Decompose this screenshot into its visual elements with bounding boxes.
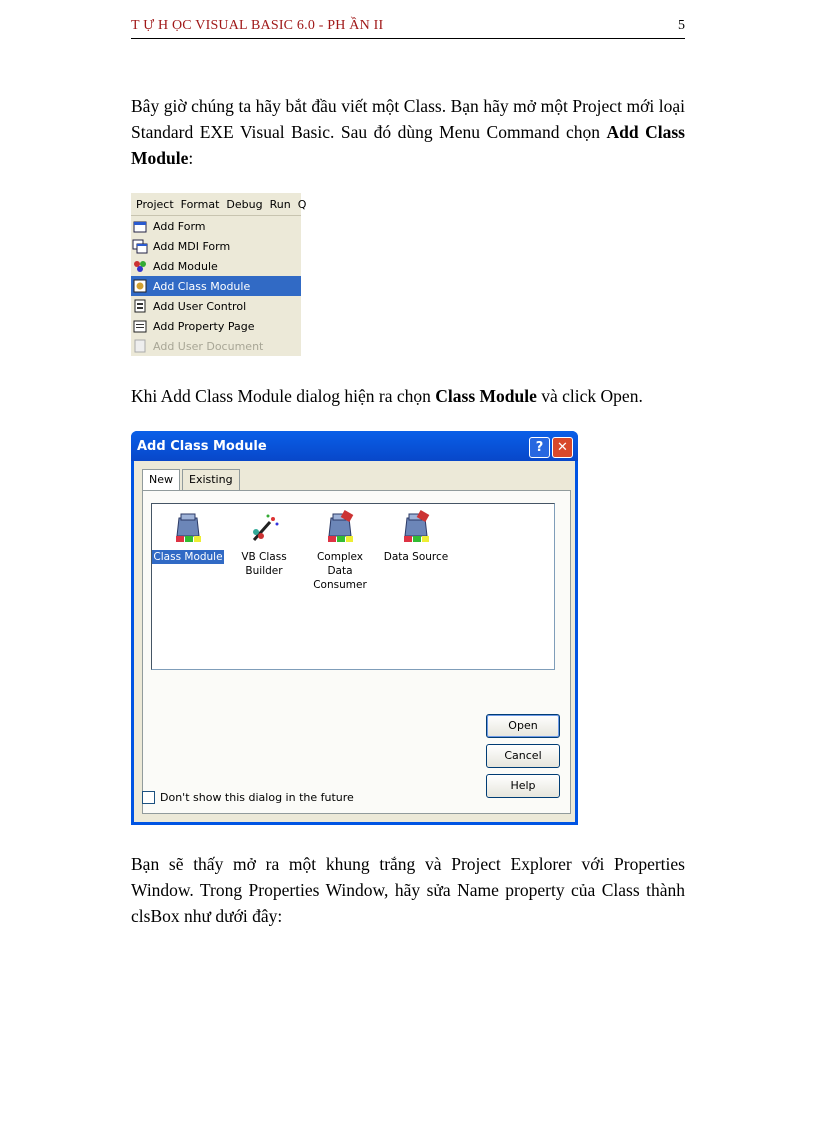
close-button[interactable]: ✕ [552, 437, 573, 458]
menu-item-label: Add Module [153, 259, 218, 273]
dialog-title: Add Class Module [137, 438, 267, 454]
intro-tail: : [188, 148, 194, 168]
checkbox-box[interactable] [142, 791, 155, 804]
header-title: T Ự H ỌC VISUAL BASIC 6.0 - PH ẦN II [131, 18, 384, 33]
help-button[interactable]: Help [486, 774, 560, 798]
module-icon [133, 259, 147, 273]
cancel-button[interactable]: Cancel [486, 744, 560, 768]
menu-q[interactable]: Q [297, 197, 307, 211]
template-label: Class Module [153, 551, 223, 563]
class-module-icon [170, 512, 206, 546]
page-header [131, 18, 685, 39]
menu-item-add-class-module[interactable] [131, 276, 301, 296]
menu-item-label: Add MDI Form [153, 239, 231, 253]
page-number: 5 [678, 18, 685, 33]
menu-item-label: Add Class Module [153, 279, 251, 293]
tab-existing[interactable]: Existing [182, 469, 240, 490]
template-label: Data Source [383, 551, 449, 563]
class-module-icon [133, 279, 147, 293]
menu-item-label: Add Form [153, 219, 206, 233]
mdi-form-icon [133, 239, 147, 253]
project-menu-screenshot [131, 193, 307, 356]
template-vb-class-builder[interactable] [228, 512, 300, 578]
intro-bold: Add Class Module [131, 122, 685, 168]
menu-item-add-user-control[interactable] [131, 296, 301, 316]
form-icon [133, 219, 147, 233]
instruction-post: và click Open. [536, 386, 643, 406]
help-title-button[interactable]: ? [529, 437, 550, 458]
menu-item-add-module[interactable] [131, 256, 301, 276]
dialog-body [134, 461, 575, 822]
tab-panel [142, 490, 571, 814]
instruction-bold: Class Module [435, 386, 537, 406]
closing-paragraph: Bạn sẽ thấy mở ra một khung trắng và Project Explorer với Properties Window. Trong Properties Window, hãy sửa Name property của Class thành clsBox như dưới đây: [131, 854, 685, 926]
dialog-instruction [131, 383, 685, 409]
menu-debug[interactable]: Debug [226, 197, 263, 211]
data-source-icon [398, 512, 434, 546]
checkbox-label: Don't show this dialog in the future [160, 791, 354, 804]
dialog-tabs [142, 469, 242, 491]
menu-run[interactable]: Run [269, 197, 291, 211]
menu-item-add-property-page[interactable] [131, 316, 301, 336]
dont-show-checkbox[interactable] [142, 791, 354, 804]
add-class-module-dialog [131, 431, 578, 825]
menu-item-label: Add Property Page [153, 319, 255, 333]
user-control-icon [133, 299, 147, 313]
menu-item-add-mdi-form[interactable] [131, 236, 301, 256]
template-class-module[interactable] [152, 512, 224, 564]
template-data-source[interactable] [380, 512, 452, 564]
template-label: VB Class Builder [241, 551, 287, 577]
property-page-icon [133, 319, 147, 333]
menu-item-label: Add User Control [153, 299, 247, 313]
intro-text: Bây giờ chúng ta hãy bắt đầu viết một Class. Bạn hãy mở một Project mới loại Standard EXE Visual Basic. Sau đó dùng Menu Command chọn [131, 96, 685, 142]
complex-data-consumer-icon [322, 512, 358, 546]
intro-paragraph [131, 93, 685, 171]
instruction-pre: Khi Add Class Module dialog hiện ra chọn [131, 386, 436, 406]
template-label: Complex Data Consumer [313, 551, 367, 591]
menu-item-label: Add User Document [153, 339, 264, 353]
template-list [151, 503, 555, 670]
menu-item-add-form[interactable] [131, 216, 301, 236]
tab-new[interactable]: New [142, 469, 180, 492]
menu-item-add-user-document [131, 336, 301, 356]
user-document-icon [133, 339, 147, 353]
menu-project[interactable]: Project [136, 197, 174, 211]
class-builder-wand-icon [246, 512, 282, 546]
menu-bar [131, 193, 307, 216]
dialog-titlebar [131, 431, 578, 461]
open-button[interactable]: Open [486, 714, 560, 738]
menu-format[interactable]: Format [180, 197, 220, 211]
template-complex-data-consumer[interactable] [304, 512, 376, 592]
